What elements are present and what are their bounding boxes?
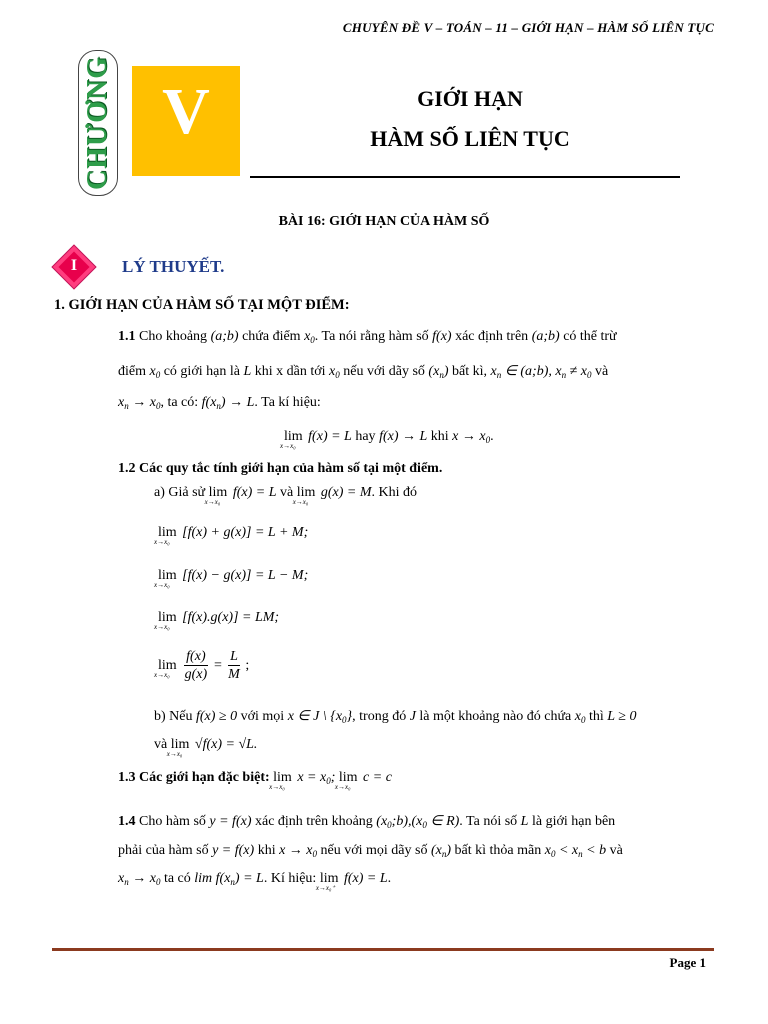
s12-a-prefix: a) Giả sử xyxy=(154,485,206,500)
s14-l3b: . Kí hiệu: xyxy=(263,871,317,886)
s12-a xyxy=(154,485,418,506)
s11-l3a: , ta có: xyxy=(160,395,199,410)
math-lim: lim x→x₀ xyxy=(166,737,190,758)
math: $x_n$ ∈ (a;b), $x_n \ne x_0$ xyxy=(490,364,592,380)
s13-title: 1.3 Các giới hạn đặc biệt: xyxy=(118,770,270,785)
s12-b-mid2: , trong đó xyxy=(352,709,407,724)
s12-b2 xyxy=(154,737,258,758)
math: f(x) = L xyxy=(232,485,277,500)
s12-a-and: và xyxy=(279,485,294,500)
s11-l1a: Cho khoảng xyxy=(139,329,208,344)
math: [f(x) − g(x)] = L − M; xyxy=(182,568,309,583)
math: f(x) = L xyxy=(308,429,352,444)
s12-b-mid4: thì xyxy=(588,709,604,724)
s14-line2 xyxy=(118,844,623,859)
math: (a;b) xyxy=(531,329,560,344)
s14-line1 xyxy=(118,815,615,830)
s11-l2b: có giới hạn là xyxy=(163,364,240,379)
math-lim: lim x→x₀ xyxy=(154,525,177,546)
chapter-label: CHƯƠNG xyxy=(82,55,113,191)
s11-l2f: và xyxy=(595,364,609,379)
math: f(x) = L xyxy=(344,871,388,886)
s12-b2-prefix: và xyxy=(154,737,168,752)
math: f(x) → L xyxy=(379,429,428,444)
s11-l1d: xác định trên xyxy=(455,329,529,344)
math: y = f(x) xyxy=(212,843,255,858)
math: √f(x) = √L. xyxy=(194,737,258,752)
math: c = c xyxy=(363,770,392,785)
s14-l1d: là giới hạn bên xyxy=(531,814,616,829)
s11-l2a: điểm xyxy=(118,364,146,379)
math-lim: lim x→x₀ xyxy=(204,485,228,506)
s11-number: 1.1 xyxy=(118,329,136,344)
math: $(x_n)$ xyxy=(428,364,449,380)
s14-l2b: khi xyxy=(257,843,276,858)
chapter-title-line2: HÀM SỐ LIÊN TỤC xyxy=(370,126,570,151)
math-lim: lim x→x₀ xyxy=(154,658,177,679)
s14-l1a: Cho hàm số xyxy=(139,814,206,829)
s12-a-suffix: . Khi đó xyxy=(371,485,418,500)
s14-l2e: và xyxy=(609,843,623,858)
s11-line1 xyxy=(118,330,617,345)
math: $(x_n)$ xyxy=(430,843,452,859)
lesson-title: BÀI 16: GIỚI HẠN CỦA HÀM SỐ xyxy=(278,214,490,229)
s11-l4b: khi xyxy=(430,429,449,444)
math: ; xyxy=(245,658,250,673)
math: L ≥ 0 xyxy=(607,709,637,724)
math: f(x) ≥ 0 xyxy=(196,709,238,724)
rule-diff xyxy=(154,568,309,589)
s11-line3 xyxy=(118,396,321,411)
s12-title: 1.2 Các quy tắc tính giới hạn của hàm số tại một điểm. xyxy=(118,461,443,476)
s14-l1c: . Ta nói số xyxy=(459,814,518,829)
math: (a;b) xyxy=(210,329,239,344)
math: $x \to x_0$ xyxy=(279,843,318,859)
s14-l2a: phải của hàm số xyxy=(118,843,209,858)
math: $x_0$ xyxy=(329,364,340,380)
math: $x_0 < x_n < b$ xyxy=(544,843,607,859)
s11-l1c: . Ta nói rằng hàm số xyxy=(314,329,429,344)
s14-l2c: nếu với mọi dãy số xyxy=(320,843,428,858)
math: $x_n \to x_0$ xyxy=(118,871,161,887)
chapter-title-line1: GIỚI HẠN xyxy=(417,86,523,111)
math-lim: lim x→x₀ xyxy=(154,610,177,631)
math-fraction: $\frac{L}{M}$ xyxy=(228,649,240,682)
math: $x_n \to x_0$ xyxy=(118,395,161,411)
s14-l1b: xác định trên khoảng xyxy=(254,814,373,829)
math: L xyxy=(520,814,529,829)
chapter-label-box xyxy=(78,50,118,196)
math-lim: lim x→x₀⁺ xyxy=(315,871,339,892)
chapter-number: V xyxy=(162,75,210,148)
chapter-number-box xyxy=(132,66,240,176)
math-lim: lim x→x₀ xyxy=(334,770,358,791)
s13 xyxy=(118,770,392,791)
math: y = f(x) xyxy=(209,814,252,829)
s11-l1e: có thể trừ xyxy=(563,329,617,344)
math: $x \to x_0$ xyxy=(452,429,491,445)
running-header: CHUYÊN ĐỀ V – TOÁN – 11 – GIỚI HẠN – HÀM SỐ LIÊN TỤC xyxy=(342,20,714,35)
page-number: Page 1 xyxy=(669,955,706,970)
s11-l4a: hay xyxy=(355,429,376,444)
math: [f(x).g(x)] = LM; xyxy=(182,610,280,625)
part-diamond-icon xyxy=(52,248,96,286)
footer-rule xyxy=(52,948,714,951)
math: f(x) xyxy=(432,329,452,344)
math: $f(x_n) \to L$ xyxy=(201,395,255,411)
s12-b-mid1: với mọi xyxy=(240,709,285,724)
s14-number: 1.4 xyxy=(118,814,136,829)
rule-product xyxy=(154,610,280,631)
part-numeral: I xyxy=(70,257,78,274)
math: $x_0$ xyxy=(149,364,161,380)
s11-line4: lim x→x₀ f(x) = L hay f(x) → L khi $x \to x_0$. xyxy=(280,429,494,450)
rule-sum xyxy=(154,525,309,546)
math-lim: lim x→x₀ xyxy=(269,770,292,791)
math: $(x_0;b),(x_0$ ∈ R) xyxy=(376,814,460,830)
math: $x_0$ xyxy=(304,329,315,345)
s11-l2c: khi x dần tới xyxy=(254,364,326,379)
s12-b-prefix: b) Nếu xyxy=(154,709,193,724)
s12-b-mid3: là một khoảng nào đó chứa xyxy=(419,709,572,724)
section-1-title: 1. GIỚI HẠN CỦA HÀM SỐ TẠI MỘT ĐIỂM: xyxy=(54,297,350,313)
math: = xyxy=(213,658,223,673)
s11-l2e: bất kì, xyxy=(451,364,487,379)
s14-l3a: ta có xyxy=(163,871,191,886)
math-lim: lim x→x₀ xyxy=(292,485,316,506)
math: g(x) = M xyxy=(320,485,372,500)
s11-l1b: chứa điểm xyxy=(242,329,301,344)
math-lim: lim x→x₀ xyxy=(280,429,303,450)
title-underline xyxy=(250,176,680,178)
math: $x = x_0$; xyxy=(297,770,336,786)
part-title: LÝ THUYẾT. xyxy=(122,257,225,276)
s11-line2 xyxy=(118,365,608,380)
math: $x_0$ xyxy=(574,709,586,725)
s11-l3b: . Ta kí hiệu: xyxy=(254,395,321,410)
s14-l2d: bất kì thỏa mãn xyxy=(454,843,542,858)
rule-quotient xyxy=(154,649,250,682)
s11-l2d: nếu với dãy số xyxy=(343,364,425,379)
math: $\lim f(x_n) = L$ xyxy=(194,871,264,887)
math: x ∈ J \ $\{x_0\}$ xyxy=(287,709,353,725)
math: [f(x) + g(x)] = L + M; xyxy=(182,525,309,540)
s12-b xyxy=(154,710,636,725)
math-lim: lim x→x₀ xyxy=(154,568,177,589)
math: L xyxy=(243,364,252,379)
math: J xyxy=(409,709,416,724)
math-fraction: $\frac{f(x)}{g(x)}$ xyxy=(184,649,208,682)
s14-line3: $x_n \to x_0$ ta có $\lim f(x_n) = L$. Kí hiệu: lim x→x₀⁺ f(x) = L. xyxy=(118,871,392,892)
